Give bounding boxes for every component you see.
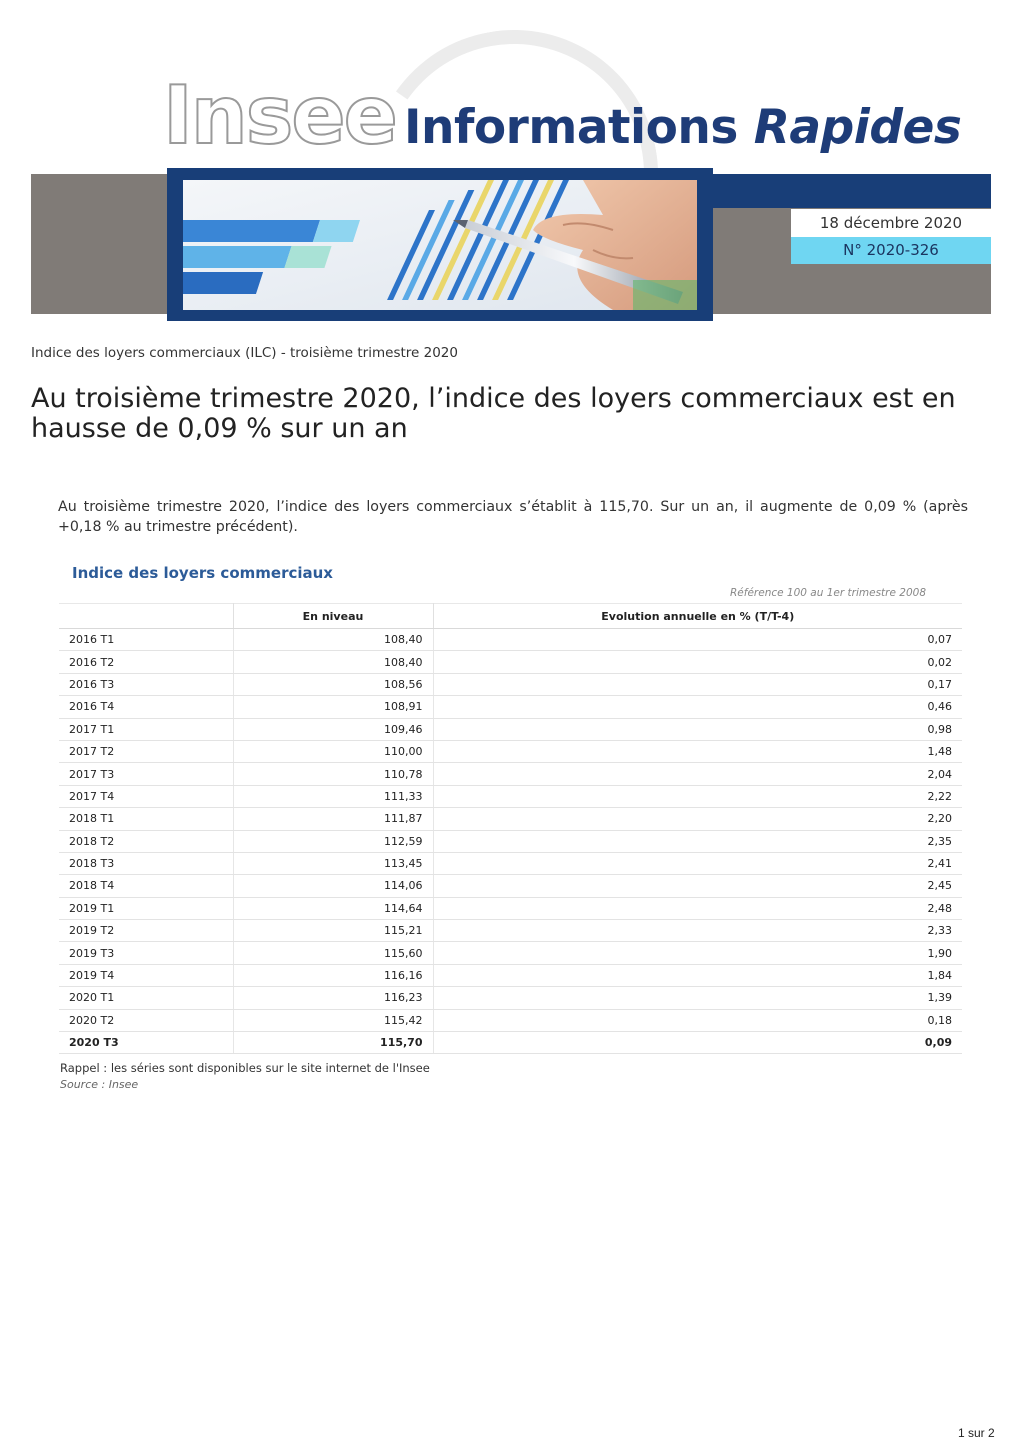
table-row [59, 718, 962, 740]
level-cell: 108,40 [233, 651, 433, 673]
publication-date: 18 décembre 2020 [791, 209, 991, 237]
table-source: Source : Insee [60, 1078, 139, 1091]
table-row [59, 696, 962, 718]
period-cell: 2017 T2 [59, 740, 233, 762]
evolution-cell: 0,46 [433, 696, 962, 718]
level-cell: 115,21 [233, 920, 433, 942]
level-cell: 114,06 [233, 875, 433, 897]
table-header-period [59, 604, 233, 629]
period-cell: 2016 T4 [59, 696, 233, 718]
level-cell: 116,16 [233, 964, 433, 986]
brand-main: Informations [404, 100, 738, 155]
insee-logo: Insee [163, 69, 396, 162]
evolution-cell: 2,33 [433, 920, 962, 942]
table-row [59, 852, 962, 874]
evolution-cell: 0,17 [433, 673, 962, 695]
level-cell: 115,60 [233, 942, 433, 964]
level-cell: 109,46 [233, 718, 433, 740]
level-cell: 110,78 [233, 763, 433, 785]
evolution-cell: 0,09 [433, 1032, 962, 1054]
level-cell: 116,23 [233, 987, 433, 1009]
level-cell: 111,87 [233, 808, 433, 830]
page-counter: 1 sur 2 [958, 1426, 995, 1440]
evolution-cell: 2,45 [433, 875, 962, 897]
period-cell: 2019 T2 [59, 920, 233, 942]
table-row [59, 651, 962, 673]
period-cell: 2020 T3 [59, 1032, 233, 1054]
period-cell: 2019 T3 [59, 942, 233, 964]
evolution-cell: 2,48 [433, 897, 962, 919]
evolution-cell: 2,35 [433, 830, 962, 852]
evolution-cell: 2,22 [433, 785, 962, 807]
level-cell: 110,00 [233, 740, 433, 762]
period-cell: 2018 T4 [59, 875, 233, 897]
ilc-data-table [59, 603, 962, 1054]
period-cell: 2020 T2 [59, 1009, 233, 1031]
level-cell: 108,40 [233, 629, 433, 651]
period-cell: 2016 T3 [59, 673, 233, 695]
period-cell: 2019 T1 [59, 897, 233, 919]
level-cell: 108,91 [233, 696, 433, 718]
evolution-cell: 0,98 [433, 718, 962, 740]
document-headline: Au troisième trimestre 2020, l’indice des loyers commerciaux est en hausse de 0,09 % sur un an [31, 383, 956, 444]
evolution-cell: 1,90 [433, 942, 962, 964]
period-cell: 2017 T1 [59, 718, 233, 740]
period-cell: 2018 T3 [59, 852, 233, 874]
table-row [59, 875, 962, 897]
evolution-cell: 0,02 [433, 651, 962, 673]
publication-number: N° 2020-326 [791, 237, 991, 264]
period-cell: 2017 T4 [59, 785, 233, 807]
period-cell: 2018 T1 [59, 808, 233, 830]
document-kicker: Indice des loyers commerciaux (ILC) - troisième trimestre 2020 [31, 345, 458, 361]
lead-paragraph: Au troisième trimestre 2020, l’indice des loyers commerciaux s’établit à 115,70. Sur un an, il augmente de 0,09 % (après +0,18 % au trimestre précédent). [58, 499, 968, 535]
evolution-cell: 0,18 [433, 1009, 962, 1031]
period-cell: 2017 T3 [59, 763, 233, 785]
evolution-cell: 0,07 [433, 629, 962, 651]
level-cell: 115,42 [233, 1009, 433, 1031]
table-row [59, 830, 962, 852]
period-cell: 2020 T1 [59, 987, 233, 1009]
level-cell: 114,64 [233, 897, 433, 919]
table-footnote: Rappel : les séries sont disponibles sur le site internet de l'Insee [60, 1061, 430, 1075]
level-cell: 112,59 [233, 830, 433, 852]
table-header-evolution: Evolution annuelle en % (T/T-4) [433, 604, 962, 629]
evolution-cell: 1,84 [433, 964, 962, 986]
level-cell: 108,56 [233, 673, 433, 695]
period-cell: 2018 T2 [59, 830, 233, 852]
table-header-level: En niveau [233, 604, 433, 629]
evolution-cell: 1,39 [433, 987, 962, 1009]
table-row [59, 673, 962, 695]
level-cell: 115,70 [233, 1032, 433, 1054]
period-cell: 2019 T4 [59, 964, 233, 986]
table-row [59, 629, 962, 651]
table-row [59, 740, 962, 762]
table-row [59, 808, 962, 830]
table-row [59, 1009, 962, 1031]
chart-hand-illustration [183, 180, 697, 310]
table-title: Indice des loyers commerciaux [72, 564, 333, 582]
publication-brand [404, 100, 962, 155]
brand-italic: Rapides [753, 100, 962, 155]
table-row [59, 942, 962, 964]
table-row [59, 920, 962, 942]
table-row [59, 897, 962, 919]
evolution-cell: 2,20 [433, 808, 962, 830]
evolution-cell: 2,04 [433, 763, 962, 785]
table-row [59, 964, 962, 986]
table-header-row [59, 604, 962, 629]
table-row [59, 785, 962, 807]
level-cell: 111,33 [233, 785, 433, 807]
table-row [59, 987, 962, 1009]
header-navy-band [713, 174, 991, 208]
evolution-cell: 1,48 [433, 740, 962, 762]
table-row [59, 763, 962, 785]
period-cell: 2016 T1 [59, 629, 233, 651]
period-cell: 2016 T2 [59, 651, 233, 673]
table-row-latest [59, 1032, 962, 1054]
evolution-cell: 2,41 [433, 852, 962, 874]
level-cell: 113,45 [233, 852, 433, 874]
table-reference-note: Référence 100 au 1er trimestre 2008 [730, 587, 926, 599]
header-photo-chart-hand [183, 180, 697, 310]
